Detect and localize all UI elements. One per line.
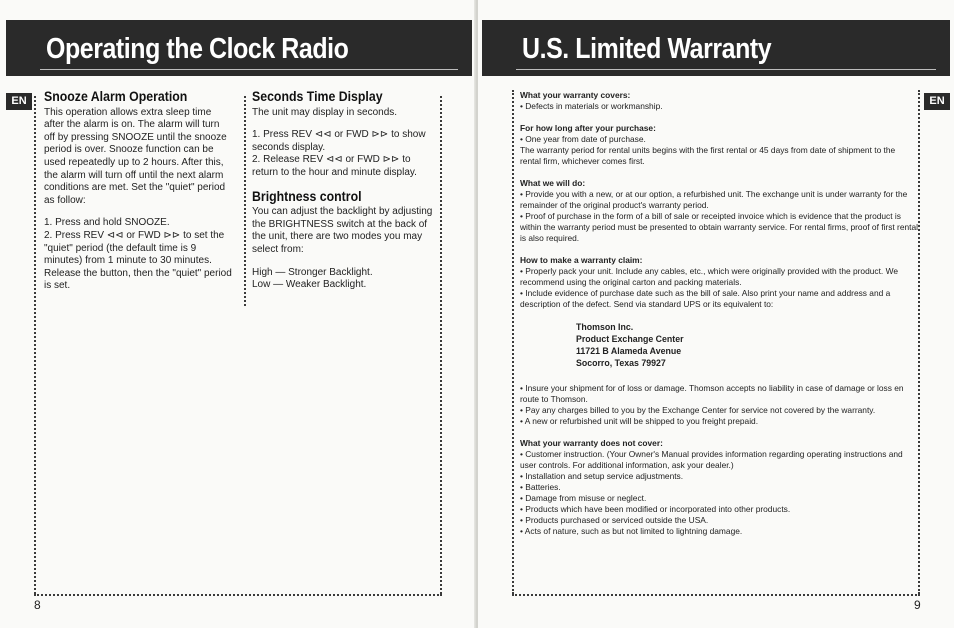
not-cover-heading: What your warranty does not cover:	[520, 438, 663, 448]
not-cover-bullet-5: • Products which have been modified or incorporated into other products.	[520, 504, 791, 514]
right-left-dotted-rule	[512, 90, 514, 594]
address-line-1: Thomson Inc.	[576, 322, 634, 332]
left-column-dotted-rule	[244, 96, 246, 306]
snooze-step-1: 1. Press and hold SNOOZE.	[44, 217, 170, 229]
seconds-section	[252, 90, 436, 292]
right-bottom-dotted-rule	[512, 594, 920, 596]
exchange-center-address	[576, 321, 918, 369]
snooze-para: This operation allows extra sleep time after the alarm is on. The alarm will turn off by pressing SNOOZE until the snooze period is over. Snooze function can be used repeatedly up to 2 hours. After this, the alarm will turn off until the next alarm conditions are met. Set the "quiet" period as follow:	[44, 106, 227, 206]
brightness-heading: Brightness control	[252, 187, 362, 204]
warranty-covers-section	[520, 90, 918, 112]
warranty-will-do-section	[520, 178, 918, 244]
warranty-not-covered-section	[520, 438, 918, 537]
snooze-step-2: 2. Press REV ⊲⊲ or FWD ⊳⊳ to set the "quiet" period (the default time is 9 minutes) from 1 minute to 30 minutes. Release the button, then the "quiet" period is set.	[44, 229, 232, 292]
how-long-rental: The warranty period for rental units begins with the first rental or 45 days from date of shipment to the rental firm, whichever comes first.	[520, 145, 896, 166]
not-cover-bullet-6: • Products purchased or serviced outside the USA.	[520, 515, 709, 525]
right-page	[478, 0, 954, 628]
brightness-mode-low: Low — Weaker Backlight.	[252, 279, 367, 291]
left-page-number: 8	[34, 598, 41, 612]
left-page	[0, 0, 476, 628]
address-line-3: 11721 B Alameda Avenue	[576, 346, 682, 356]
not-cover-bullet-3: • Batteries.	[520, 482, 561, 492]
not-cover-bullet-1: • Customer instruction. (Your Owner's Manual provides information regarding operating instructions and user controls. For additional information, ask your dealer.)	[520, 449, 903, 470]
not-cover-bullet-4: • Damage from misuse or neglect.	[520, 493, 647, 503]
left-language-tag: EN	[6, 93, 32, 110]
right-language-tag: EN	[924, 93, 950, 110]
left-bottom-dotted-rule	[34, 594, 442, 596]
right-page-number: 9	[914, 598, 921, 612]
covers-bullet-1: • Defects in materials or workmanship.	[520, 101, 663, 111]
will-do-heading: What we will do:	[520, 178, 586, 188]
shipping-bullet-3: • A new or refurbished unit will be shipped to you freight prepaid.	[520, 416, 759, 426]
left-banner-rule	[40, 69, 458, 70]
left-banner	[6, 20, 472, 76]
right-banner	[482, 20, 950, 76]
seconds-step-1: 1. Press REV ⊲⊲ or FWD ⊳⊳ to show seconds display.	[252, 129, 426, 153]
address-line-2: Product Exchange Center	[576, 334, 684, 344]
left-outer-dotted-rule	[34, 96, 36, 594]
claim-bullet-2: • Include evidence of purchase date such as the bill of sale. Also print your name and address and a description of the defect. Send via standard UPS or its equivalent to:	[520, 288, 891, 309]
not-cover-bullet-2: • Installation and setup service adjustments.	[520, 471, 684, 481]
will-do-bullet-1: • Provide you with a new, or at our option, a refurbished unit. The exchange unit is under warranty for the remainder of the original product's warranty period.	[520, 189, 908, 210]
seconds-step-2: 2. Release REV ⊲⊲ or FWD ⊳⊳ to return to the hour and minute display.	[252, 154, 417, 178]
warranty-shipping-section	[520, 383, 918, 427]
right-banner-title: U.S. Limited Warranty	[522, 33, 772, 65]
how-long-bullet-1: • One year from date of purchase.	[520, 134, 646, 144]
warranty-duration-section	[520, 123, 918, 167]
brightness-mode-high: High — Stronger Backlight.	[252, 266, 373, 278]
seconds-para: The unit may display in seconds.	[252, 106, 398, 118]
snooze-section	[44, 90, 232, 293]
warranty-claim-section	[520, 255, 918, 310]
covers-heading: What your warranty covers:	[520, 90, 631, 100]
shipping-bullet-2: • Pay any charges billed to you by the Exchange Center for service not covered by the warranty.	[520, 405, 876, 415]
right-outer-dotted-rule	[918, 90, 920, 594]
how-long-heading: For how long after your purchase:	[520, 123, 656, 133]
address-line-4: Socorro, Texas 79927	[576, 358, 666, 368]
seconds-heading: Seconds Time Display	[252, 88, 383, 104]
right-banner-rule	[516, 69, 936, 70]
left-right-dotted-rule	[440, 96, 442, 594]
will-do-bullet-2: • Proof of purchase in the form of a bill of sale or receipted invoice which is evidence that the product is within the warranty period must be presented to obtain warranty service. For rental firms, proof of first rental is also required.	[520, 211, 918, 243]
brightness-para: You can adjust the backlight by adjusting the BRIGHTNESS switch at the back of the unit, there are two modes you may select from:	[252, 206, 433, 255]
shipping-bullet-1: • Insure your shipment for of loss or damage. Thomson accepts no liability in case of damage or loss en route to Thomson.	[520, 383, 904, 404]
not-cover-bullet-7: • Acts of nature, such as but not limited to lightning damage.	[520, 526, 743, 536]
claim-bullet-1: • Properly pack your unit. Include any cables, etc., which were originally provided with the product. We recommend using the original carton and packing materials.	[520, 266, 898, 287]
left-banner-title: Operating the Clock Radio	[46, 33, 349, 65]
claim-heading: How to make a warranty claim:	[520, 255, 643, 265]
warranty-text	[520, 90, 918, 548]
snooze-heading: Snooze Alarm Operation	[44, 88, 188, 104]
